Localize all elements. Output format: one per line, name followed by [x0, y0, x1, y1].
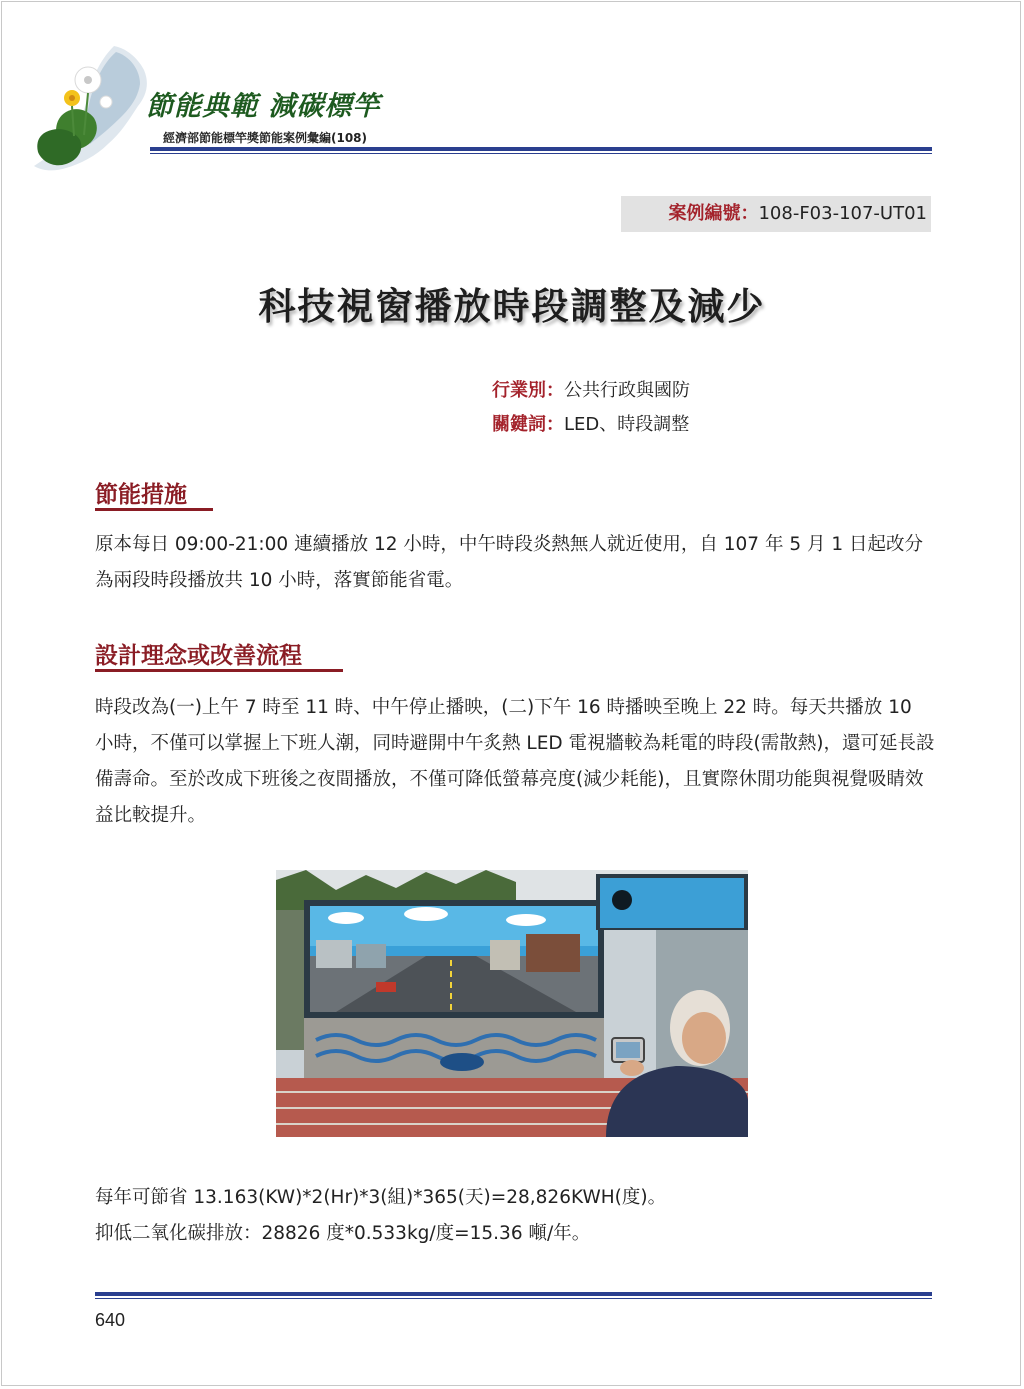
case-number-value: 108-F03-107-UT01	[758, 203, 927, 224]
page-title: 科技視窗播放時段調整及減少	[258, 285, 766, 328]
keywords-row	[492, 410, 689, 436]
keywords-value: LED、時段調整	[564, 414, 690, 435]
keywords-label: 關鍵詞：	[492, 414, 564, 435]
taiwan-dandelion-logo	[26, 40, 156, 175]
industry-row	[492, 376, 690, 402]
design-text: 時段改為(一)上午 7 時至 11 時、中午停止播映，(二)下午 16 時播映至晚上 22 時。每天共播放 10 小時，不僅可以掌握上下班人潮，同時避開中午炙熱 LED 電視牆較為耗電的時段(需散熱)，還可延長設備壽命。至於改成下班後之夜間播放，不僅可降低螢幕亮度(減少耗能)，且實際休閒功能與視覺吸睛效益比較提升。	[95, 697, 935, 826]
annual-savings-line: 每年可節省 13.163(KW)*2(Hr)*3(組)*365(天)=28,826KWH(度)。	[95, 1187, 667, 1208]
measures-heading-underline	[95, 508, 213, 511]
led-video-wall-photo	[276, 870, 748, 1137]
industry-label: 行業別：	[492, 380, 564, 401]
brand-subtitle: 經濟部節能標竿獎節能案例彙編(108)	[163, 131, 368, 145]
header-rule	[150, 147, 932, 154]
footer-rule	[95, 1292, 932, 1300]
measures-text: 原本每日 09:00-21:00 連續播放 12 小時，中午時段炎熱無人就近使用，自 107 年 5 月 1 日起改分為兩段時段播放共 10 小時，落實節能省電。	[95, 534, 924, 591]
case-number-box	[621, 196, 931, 232]
page-number: 640	[95, 1310, 126, 1330]
design-heading: 設計理念或改善流程	[95, 643, 302, 669]
co2-reduction-line: 抑低二氧化碳排放：28826 度*0.533kg/度=15.36 噸/年。	[95, 1223, 591, 1244]
case-number-label: 案例編號：	[668, 203, 759, 224]
brand-title: 節能典範 減碳標竿	[146, 91, 381, 122]
industry-value: 公共行政與國防	[564, 380, 690, 401]
design-heading-underline	[95, 669, 343, 672]
measures-heading: 節能措施	[95, 482, 187, 508]
